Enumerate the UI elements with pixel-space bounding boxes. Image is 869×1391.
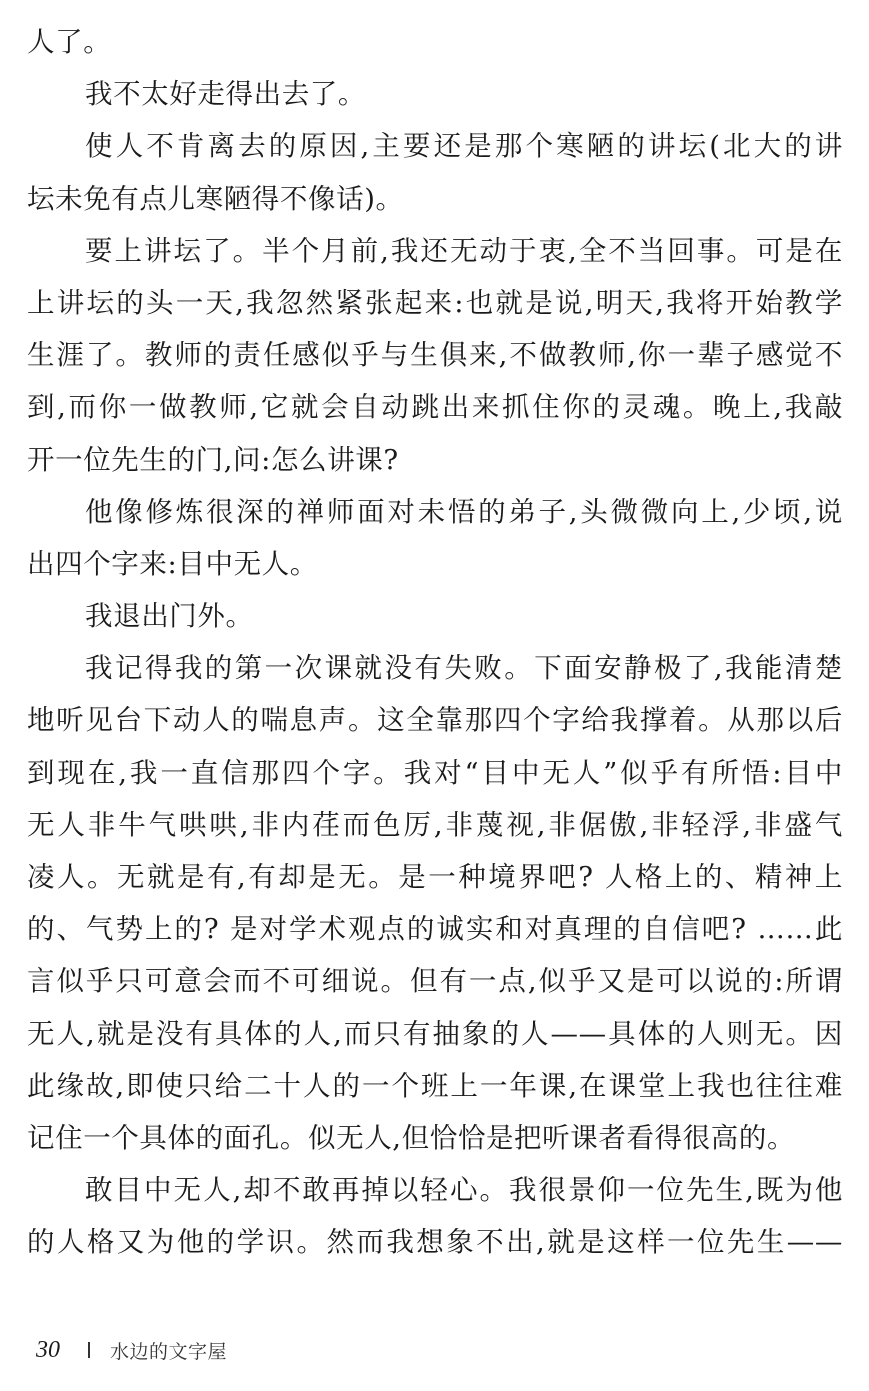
text-line: 凌人。无就是有,有却是无。是一种境界吧? 人格上的、精神上: [27, 861, 843, 893]
text-line: 出四个字来:目中无人。: [27, 547, 318, 580]
text-line: 开一位先生的门,问:怎么讲课?: [27, 443, 399, 476]
text-line: 的人格又为他的学识。然而我想象不出,就是这样一位先生——: [27, 1226, 843, 1259]
page-footer: [36, 1330, 227, 1370]
text-line: 我退出门外。: [85, 600, 254, 633]
text-line: 地听见台下动人的喘息声。这全靠那四个字给我撑着。从那以后: [27, 704, 843, 737]
text-line: 坛未免有点儿寒陋得不像话)。: [27, 182, 404, 215]
text-line: 到,而你一做教师,它就会自动跳出来抓住你的灵魂。晚上,我敲: [27, 391, 843, 424]
text-line: 此缘故,即使只给二十人的一个班上一年课,在课堂上我也往往难: [27, 1069, 843, 1102]
text-line: 到现在,我一直信那四个字。我对“目中无人”似乎有所悟:目中: [27, 756, 843, 789]
page-number: 30: [36, 1336, 60, 1363]
text-line: 使人不肯离去的原因,主要还是那个寒陋的讲坛(北大的讲: [85, 130, 843, 163]
text-line: 言似乎只可意会而不可细说。但有一点,似乎又是可以说的:所谓: [27, 965, 843, 998]
text-line: 他像修炼很深的禅师面对未悟的弟子,头微微向上,少顷,说: [85, 495, 843, 528]
text-line: 我记得我的第一次课就没有失败。下面安静极了,我能清楚: [85, 652, 843, 685]
text-line: 生涯了。教师的责任感似乎与生俱来,不做教师,你一辈子感觉不: [27, 339, 843, 372]
text-line: 我不太好走得出去了。: [85, 78, 366, 111]
footer-divider: [88, 1342, 90, 1358]
text-line: 无人非牛气哄哄,非内荏而色厉,非蔑视,非倨傲,非轻浮,非盛气: [27, 808, 843, 841]
page-body-text: [27, 16, 843, 1269]
text-line: 人了。: [27, 26, 112, 58]
text-line: 要上讲坛了。半个月前,我还无动于衷,全不当回事。可是在: [85, 234, 843, 267]
text-line: 记住一个具体的面孔。似无人,但恰恰是把听课者看得很高的。: [27, 1121, 796, 1154]
text-line: 的、气势上的? 是对学术观点的诚实和对真理的自信吧? ……此: [27, 913, 843, 946]
text-line: 敢目中无人,却不敢再掉以轻心。我很景仰一位先生,既为他: [85, 1174, 843, 1207]
text-line: 上讲坛的头一天,我忽然紧张起来:也就是说,明天,我将开始教学: [27, 286, 843, 319]
text-line: 无人,就是没有具体的人,而只有抽象的人——具体的人则无。因: [27, 1017, 843, 1050]
book-title: 水边的文字屋: [110, 1340, 228, 1363]
